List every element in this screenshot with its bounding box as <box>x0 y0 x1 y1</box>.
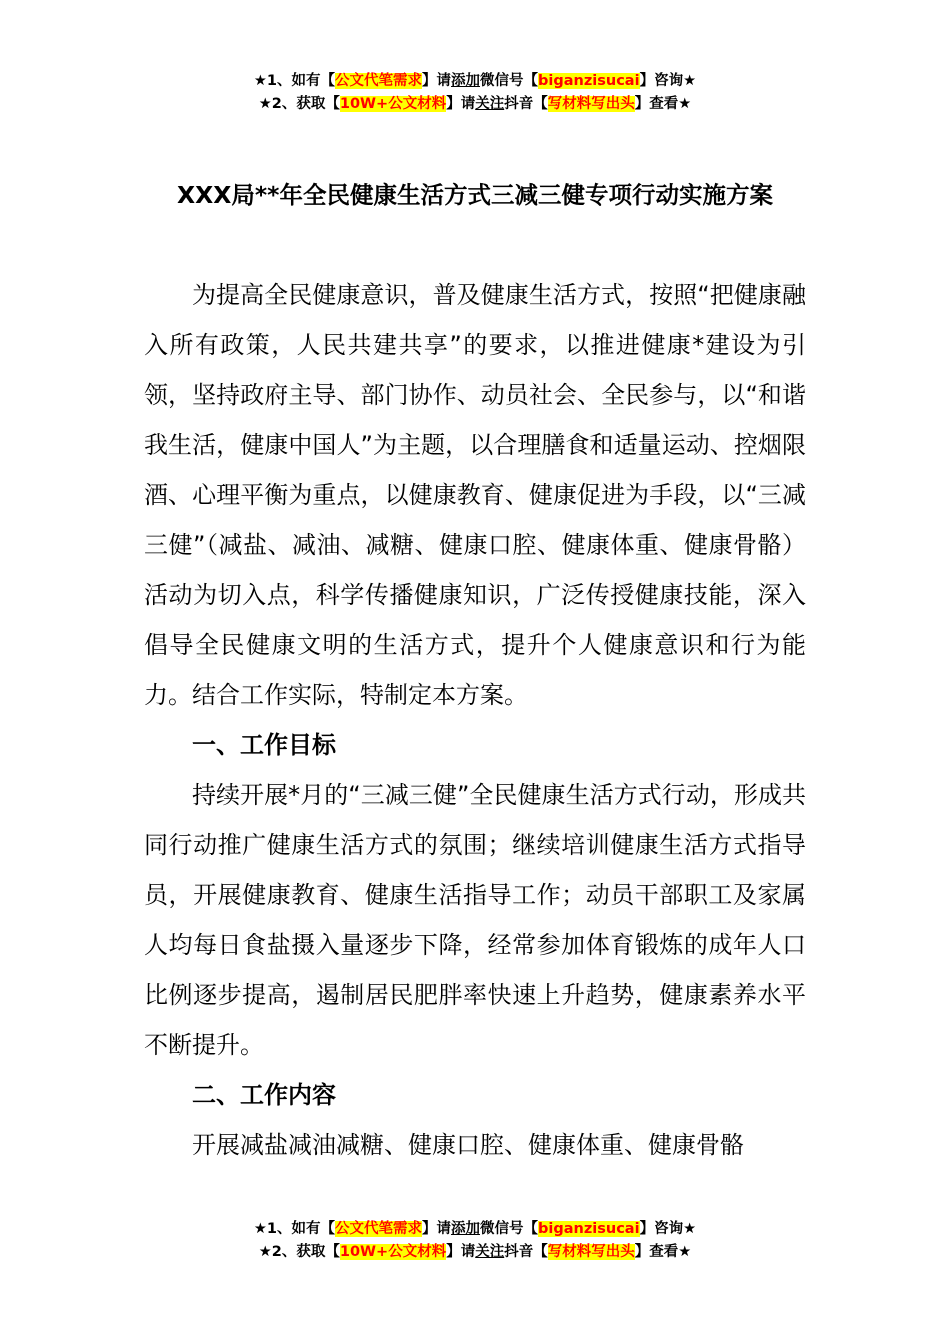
section-2-paragraph: 开展减盐减油减糖、健康口腔、健康体重、健康骨骼 <box>192 1131 744 1159</box>
ad-text: 微信号【 <box>480 73 539 89</box>
ad-line-2 <box>0 1241 950 1264</box>
ad-emphasis: 添加 <box>451 73 481 89</box>
ad-text: 】咨询★ <box>639 1221 697 1237</box>
ad-highlight: 10W+公文材料 <box>339 96 447 112</box>
ad-text: ★2、获取【 <box>258 1244 340 1260</box>
ad-highlight: 公文代笔需求 <box>335 1221 423 1237</box>
ad-line-2 <box>0 93 950 116</box>
ad-text: 抖音【 <box>504 96 548 112</box>
ad-text: ★2、获取【 <box>258 96 340 112</box>
ad-wechat-id: biganzisucai <box>538 1221 640 1237</box>
document-body <box>144 270 806 1170</box>
ad-line-1 <box>0 1218 950 1241</box>
ad-text: 】请 <box>446 96 476 112</box>
ad-wechat-id: biganzisucai <box>538 73 640 89</box>
ad-text: ★1、如有【 <box>253 73 336 89</box>
ad-douyin-id: 写材料写出头 <box>547 96 635 112</box>
section-1-paragraph: 持续开展*月的“三减三健”全民健康生活方式行动，形成共同行动推广健康生活方式的氛围；继续培训健康生活方式指导员，开展健康教育、健康生活指导工作；动员干部职工及家属人均每日食盐摄入量逐步下降，经常参加体育锻炼的成年人口比例逐步提高，遏制居民肥胖率快速上升趋势，健康素养水平不断提升。 <box>144 781 806 1059</box>
ad-text: 】查看★ <box>634 1244 692 1260</box>
ad-douyin-id: 写材料写出头 <box>547 1244 635 1260</box>
ad-highlight: 公文代笔需求 <box>335 73 423 89</box>
intro-paragraph: 为提高全民健康意识，普及健康生活方式，按照“把健康融入所有政策，人民共建共享”的要求，以推进健康*建设为引领，坚持政府主导、部门协作、动员社会、全民参与，以“和谐我生活，健康中国人”为主题，以合理膳食和适量运动、控烟限酒、心理平衡为重点，以健康教育、健康促进为手段，以“三减三健”（减盐、减油、减糖、健康口腔、健康体重、健康骨骼）活动为切入点，科学传播健康知识，广泛传授健康技能，深入倡导全民健康文明的生活方式，提升个人健康意识和行为能力。结合工作实际，特制定本方案。 <box>144 281 806 709</box>
ad-highlight: 10W+公文材料 <box>339 1244 447 1260</box>
header-ad-banner <box>0 70 950 116</box>
ad-text: ★1、如有【 <box>253 1221 336 1237</box>
ad-text: 】请 <box>422 1221 452 1237</box>
ad-text: 抖音【 <box>504 1244 548 1260</box>
section-1-heading: 一、工作目标 <box>192 731 336 759</box>
ad-line-1 <box>0 70 950 93</box>
ad-text: 】咨询★ <box>639 73 697 89</box>
ad-text: 】请 <box>446 1244 476 1260</box>
ad-text: 】请 <box>422 73 452 89</box>
footer-ad-banner <box>0 1218 950 1264</box>
document-title: XXX局**年全民健康生活方式三减三健专项行动实施方案 <box>177 181 773 209</box>
ad-emphasis: 关注 <box>475 1244 505 1260</box>
ad-text: 微信号【 <box>480 1221 539 1237</box>
ad-emphasis: 添加 <box>451 1221 481 1237</box>
ad-emphasis: 关注 <box>475 96 505 112</box>
ad-text: 】查看★ <box>634 96 692 112</box>
section-2-heading: 二、工作内容 <box>192 1081 336 1109</box>
